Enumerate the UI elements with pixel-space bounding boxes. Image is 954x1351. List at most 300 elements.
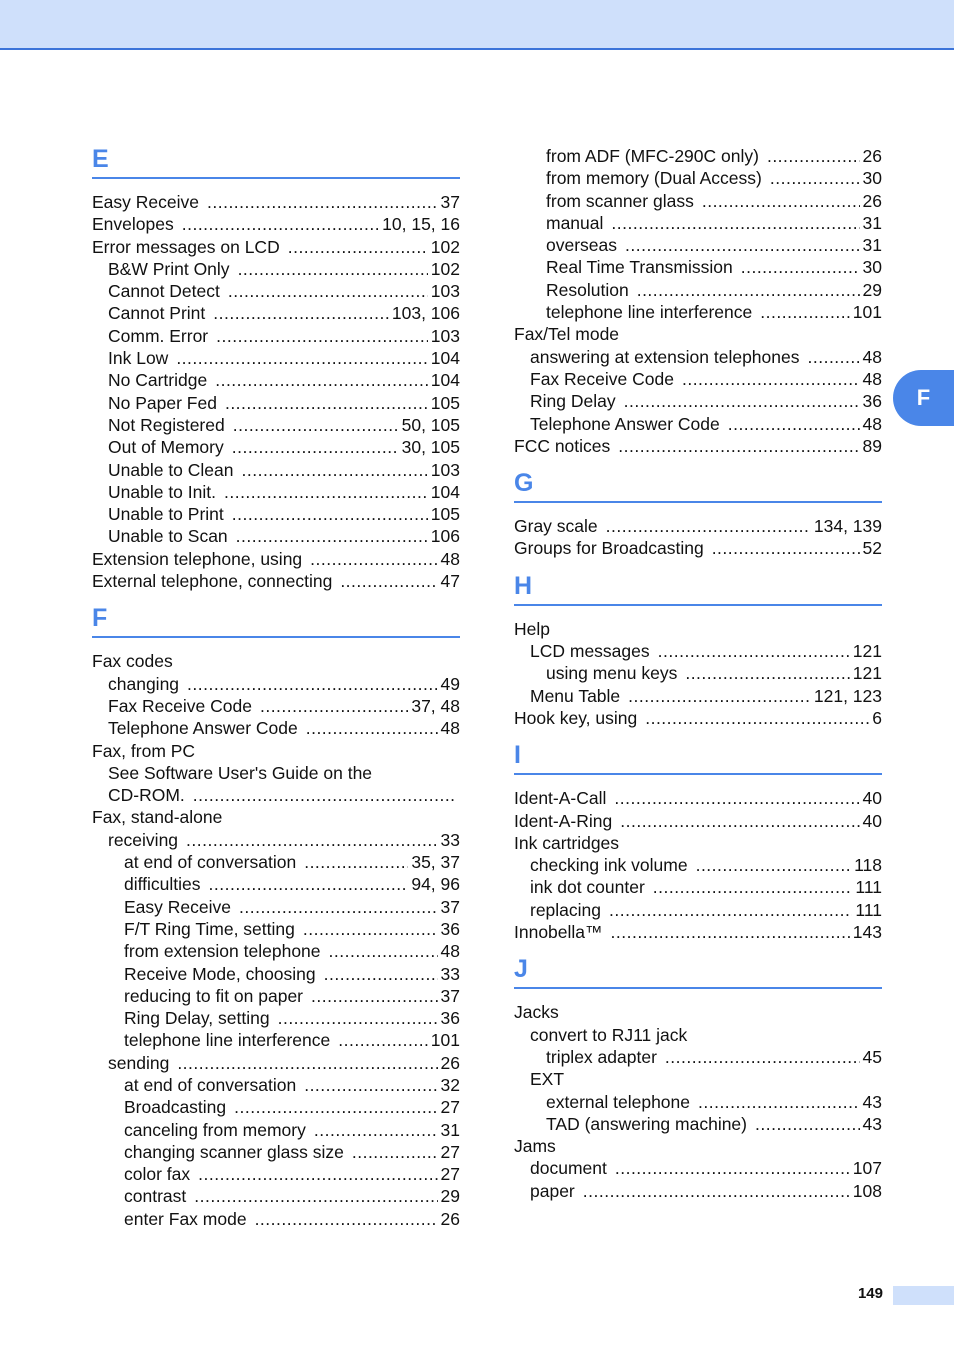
index-entry — [514, 1135, 882, 1157]
index-entry — [92, 1208, 460, 1230]
dot-leader — [234, 1096, 437, 1118]
index-term: changing — [108, 673, 180, 694]
index-page-refs: 89 — [862, 435, 882, 456]
dot-leader — [215, 369, 428, 391]
index-column-right — [514, 145, 882, 1202]
section-tab — [893, 370, 954, 426]
index-term: from extension telephone — [124, 941, 321, 962]
index-term: Jams — [514, 1136, 556, 1157]
index-letter-heading: F — [92, 604, 460, 638]
dot-leader — [712, 537, 860, 559]
index-term: Out of Memory — [108, 437, 224, 458]
index-entry — [92, 1007, 460, 1029]
index-term: from memory (Dual Access) — [546, 168, 762, 189]
index-page-refs: 37 — [440, 192, 460, 212]
index-section — [92, 604, 460, 1230]
index-term: using menu keys — [546, 663, 678, 684]
index-page-refs: 104 — [430, 481, 460, 502]
index-page-refs: 27 — [440, 1141, 460, 1162]
index-entry — [92, 548, 460, 570]
index-page-refs: 50, 105 — [401, 414, 460, 435]
index-page-refs: 29 — [440, 1186, 460, 1207]
dot-leader — [618, 435, 859, 457]
index-section — [92, 145, 460, 592]
dot-leader — [682, 368, 860, 390]
index-term: Error messages on LCD — [92, 236, 280, 257]
index-entry — [514, 618, 882, 640]
index-page-refs: 43 — [862, 1113, 882, 1134]
index-term: canceling from memory — [124, 1119, 306, 1140]
dot-leader — [696, 854, 852, 876]
index-entry — [92, 481, 460, 503]
dot-leader — [278, 1007, 438, 1029]
index-term: contrast — [124, 1186, 187, 1207]
index-page-refs: 48 — [862, 413, 882, 434]
index-entry — [92, 717, 460, 739]
index-entry — [514, 145, 882, 167]
index-page-refs: 105 — [430, 504, 460, 525]
dot-leader — [233, 414, 399, 436]
index-entry — [92, 985, 460, 1007]
dot-leader — [242, 459, 428, 481]
index-entry — [92, 1029, 460, 1051]
dot-leader — [213, 302, 389, 324]
index-entry — [514, 662, 882, 684]
index-entry — [514, 1001, 882, 1023]
dot-leader — [628, 685, 811, 707]
index-term: changing scanner glass size — [124, 1141, 344, 1162]
dot-leader — [614, 787, 859, 809]
index-page-refs: 111 — [855, 899, 882, 920]
index-entry — [514, 1180, 882, 1202]
index-entry — [514, 810, 882, 832]
index-entry — [514, 301, 882, 323]
index-page-refs: 94, 96 — [411, 874, 460, 895]
index-term: See Software User's Guide on the — [108, 762, 373, 783]
index-page-refs: 45 — [862, 1046, 882, 1067]
index-page-refs: 121 — [852, 663, 882, 684]
index-entry — [514, 167, 882, 189]
index-entry — [92, 762, 460, 784]
index-page-refs: 35, 37 — [411, 852, 460, 873]
index-entry — [92, 503, 460, 525]
dot-leader — [209, 873, 409, 895]
index-page-refs: 33 — [440, 829, 460, 850]
dot-leader — [611, 921, 850, 943]
dot-leader — [611, 212, 859, 234]
index-entry — [514, 323, 882, 345]
index-entry — [92, 1119, 460, 1141]
index-term: Unable to Init. — [108, 481, 216, 502]
index-term: external telephone — [546, 1091, 690, 1112]
index-term: Ring Delay, setting — [124, 1008, 270, 1029]
index-page-refs: 118 — [854, 855, 882, 876]
index-term: at end of conversation — [124, 852, 297, 873]
index-entry — [92, 695, 460, 717]
index-page-refs: 48 — [440, 548, 460, 569]
index-page-refs: 103, 106 — [391, 303, 460, 324]
dot-leader — [224, 481, 428, 503]
dot-leader — [182, 213, 379, 235]
index-page-refs: 101 — [852, 302, 882, 323]
index-page-refs: 36 — [862, 391, 882, 412]
index-entry — [514, 787, 882, 809]
index-term: Envelopes — [92, 214, 174, 235]
index-term: Comm. Error — [108, 325, 209, 346]
index-entry — [514, 279, 882, 301]
dot-leader — [770, 167, 860, 189]
dot-leader — [288, 236, 428, 258]
index-entry — [514, 707, 882, 729]
index-letter-heading: G — [514, 469, 882, 503]
index-entry — [92, 1185, 460, 1207]
index-entry — [92, 302, 460, 324]
index-entry — [92, 740, 460, 762]
index-entry — [92, 829, 460, 851]
dot-leader — [216, 325, 428, 347]
index-term: Ident-A-Call — [514, 788, 607, 809]
index-page-refs: 40 — [862, 788, 882, 809]
index-entry — [514, 1046, 882, 1068]
index-term: difficulties — [124, 874, 201, 895]
index-term: at end of conversation — [124, 1074, 297, 1095]
index-page-refs: 48 — [862, 346, 882, 367]
index-term: receiving — [108, 829, 179, 850]
index-term: LCD messages — [530, 641, 650, 662]
index-term: Innobella™ — [514, 922, 603, 943]
index-entry — [92, 1141, 460, 1163]
index-term: Real Time Transmission — [546, 257, 733, 278]
dot-leader — [808, 346, 860, 368]
index-letter-heading: H — [514, 572, 882, 606]
index-section — [514, 741, 882, 943]
index-term: Ink cartridges — [514, 832, 620, 853]
dot-leader — [741, 256, 860, 278]
dot-leader — [306, 717, 438, 739]
index-page-refs: 30 — [862, 257, 882, 278]
index-term: Telephone Answer Code — [530, 413, 720, 434]
dot-leader — [228, 280, 428, 302]
dot-leader — [310, 548, 437, 570]
index-entry — [514, 685, 882, 707]
index-page-refs: 37, 48 — [411, 695, 460, 716]
index-entry — [92, 236, 460, 258]
dot-leader — [755, 1113, 860, 1135]
dot-leader — [314, 1119, 438, 1141]
index-page-refs: 6 — [872, 707, 882, 728]
index-entry — [514, 515, 882, 537]
dot-leader — [187, 673, 437, 695]
dot-leader — [176, 347, 427, 369]
index-term: overseas — [546, 235, 618, 256]
index-term: ink dot counter — [530, 877, 645, 898]
index-page-refs: 104 — [430, 370, 460, 391]
dot-leader — [338, 1029, 428, 1051]
index-entry — [514, 435, 882, 457]
index-term: B&W Print Only — [108, 258, 230, 279]
index-page-refs: 105 — [430, 392, 460, 413]
index-entry — [92, 1074, 460, 1096]
index-page-refs: 32 — [440, 1074, 460, 1095]
index-page-refs: 37 — [440, 985, 460, 1006]
index-entry — [92, 1163, 460, 1185]
index-term: Gray scale — [514, 516, 598, 537]
index-page-refs: 48 — [440, 941, 460, 962]
index-entry — [514, 832, 882, 854]
index-entry — [92, 851, 460, 873]
index-entry — [92, 436, 460, 458]
index-term: telephone line interference — [124, 1030, 331, 1051]
index-entry — [514, 1024, 882, 1046]
index-term: Fax, stand-alone — [92, 807, 223, 828]
index-entry — [514, 368, 882, 390]
index-column-left — [92, 145, 460, 1230]
dot-leader — [615, 1157, 850, 1179]
index-term: Telephone Answer Code — [108, 718, 298, 739]
index-entry — [514, 537, 882, 559]
dot-leader — [304, 1074, 437, 1096]
index-entry — [92, 213, 460, 235]
dot-leader — [625, 234, 860, 256]
index-term: Groups for Broadcasting — [514, 538, 704, 559]
index-entry — [92, 1052, 460, 1074]
index-term: triplex adapter — [546, 1046, 657, 1067]
index-term: Easy Receive — [92, 192, 199, 212]
dot-leader — [583, 1180, 850, 1202]
page-number-bar — [893, 1286, 954, 1305]
index-term: Cannot Detect — [108, 281, 220, 302]
index-letter-heading: J — [514, 955, 882, 989]
dot-leader — [760, 301, 850, 323]
dot-leader — [606, 515, 811, 537]
index-term: Receive Mode, choosing — [124, 963, 316, 984]
dot-leader — [702, 190, 860, 212]
dot-leader — [198, 1163, 437, 1185]
index-entry — [514, 190, 882, 212]
index-entry — [92, 325, 460, 347]
index-term: External telephone, connecting — [92, 571, 333, 592]
index-section — [514, 572, 882, 729]
dot-leader — [193, 784, 457, 806]
dot-leader — [324, 963, 438, 985]
dot-leader — [186, 829, 437, 851]
index-term: No Paper Fed — [108, 392, 217, 413]
index-term: Fax Receive Code — [530, 368, 674, 389]
index-entry — [514, 212, 882, 234]
dot-leader — [225, 392, 428, 414]
index-term: Easy Receive — [124, 896, 231, 917]
index-page-refs: 52 — [862, 538, 882, 559]
index-page-refs: 103 — [430, 459, 460, 480]
index-term: answering at extension telephones — [530, 346, 800, 367]
index-page-refs: 27 — [440, 1097, 460, 1118]
index-entry — [92, 784, 460, 806]
index-term: paper — [530, 1180, 575, 1201]
index-page-refs: 47 — [440, 571, 460, 592]
index-entry — [92, 806, 460, 828]
index-entry — [92, 918, 460, 940]
index-page-refs: 36 — [440, 1008, 460, 1029]
index-term: Ring Delay — [530, 391, 616, 412]
dot-leader — [303, 918, 438, 940]
dot-leader — [767, 145, 860, 167]
dot-leader — [352, 1141, 438, 1163]
dot-leader — [236, 525, 428, 547]
index-page-refs: 26 — [862, 146, 882, 166]
index-term: from scanner glass — [546, 190, 694, 211]
header-band — [0, 0, 954, 50]
index-term: Hook key, using — [514, 707, 638, 728]
index-page-refs: 108 — [852, 1180, 882, 1201]
index-term: Unable to Print — [108, 504, 224, 525]
index-entry — [514, 876, 882, 898]
index-term: Ink Low — [108, 348, 169, 369]
index-page-refs: 31 — [862, 235, 882, 256]
index-page-refs: 104 — [430, 348, 460, 369]
index-entry — [514, 1091, 882, 1113]
index-page-refs: 27 — [440, 1164, 460, 1185]
index-page-refs: 30, 105 — [401, 437, 460, 458]
dot-leader — [239, 896, 438, 918]
index-entry — [514, 234, 882, 256]
index-entry — [92, 650, 460, 672]
index-entry — [92, 191, 460, 213]
index-entry — [92, 873, 460, 895]
page-number: 149 — [857, 1285, 883, 1302]
index-entry — [92, 963, 460, 985]
index-term: Fax, from PC — [92, 740, 196, 761]
index-page-refs: 48 — [440, 718, 460, 739]
index-page-refs: 101 — [430, 1030, 460, 1051]
index-term: from ADF (MFC-290C only) — [546, 146, 759, 166]
index-entry — [92, 258, 460, 280]
index-term: Fax codes — [92, 651, 173, 672]
index-section — [514, 469, 882, 560]
index-page-refs: 102 — [430, 236, 460, 257]
index-term: document — [530, 1158, 607, 1179]
index-section — [514, 145, 882, 457]
index-entry — [514, 1068, 882, 1090]
index-entry — [514, 921, 882, 943]
dot-leader — [255, 1208, 438, 1230]
dot-leader — [658, 640, 850, 662]
index-page-refs: 26 — [440, 1052, 460, 1073]
index-term: Jacks — [514, 1002, 559, 1023]
dot-leader — [645, 707, 869, 729]
index-entry — [92, 896, 460, 918]
index-term: Help — [514, 618, 550, 639]
index-term: color fax — [124, 1164, 191, 1185]
index-page-refs: 36 — [440, 918, 460, 939]
dot-leader — [609, 899, 852, 921]
index-letter-heading: I — [514, 741, 882, 775]
index-term: No Cartridge — [108, 370, 208, 391]
dot-leader — [238, 258, 428, 280]
index-page-refs: 26 — [440, 1208, 460, 1229]
index-term: Ident-A-Ring — [514, 810, 613, 831]
index-page-refs: 102 — [430, 258, 460, 279]
index-entry — [92, 525, 460, 547]
index-page-refs: 48 — [862, 368, 882, 389]
index-entry — [92, 940, 460, 962]
index-page-refs: 134, 139 — [813, 516, 882, 537]
dot-leader — [311, 985, 438, 1007]
index-page-refs: 143 — [852, 922, 882, 943]
index-term: manual — [546, 212, 604, 233]
index-term: Cannot Print — [108, 303, 206, 324]
index-entry — [92, 369, 460, 391]
dot-leader — [637, 279, 860, 301]
index-term: replacing — [530, 899, 602, 920]
dot-leader — [685, 662, 849, 684]
index-entry — [514, 413, 882, 435]
index-section — [514, 955, 882, 1202]
index-term: reducing to fit on paper — [124, 985, 304, 1006]
index-entry — [92, 570, 460, 592]
index-entry — [92, 392, 460, 414]
index-page-refs: 111 — [855, 877, 882, 898]
index-entry — [92, 459, 460, 481]
index-term: TAD (answering machine) — [546, 1113, 747, 1134]
index-entry — [514, 346, 882, 368]
index-term: Fax Receive Code — [108, 695, 252, 716]
index-page-refs: 37 — [440, 896, 460, 917]
index-entry — [514, 640, 882, 662]
dot-leader — [260, 695, 408, 717]
index-term: Extension telephone, using — [92, 548, 303, 569]
index-term: telephone line interference — [546, 302, 753, 323]
index-entry — [514, 390, 882, 412]
index-page-refs: 107 — [852, 1158, 882, 1179]
index-page-refs: 103 — [430, 281, 460, 302]
index-letter-heading: E — [92, 145, 460, 179]
index-page-refs: 30 — [862, 168, 882, 189]
index-entry — [92, 280, 460, 302]
index-term: EXT — [530, 1069, 565, 1090]
dot-leader — [304, 851, 408, 873]
index-term: Unable to Scan — [108, 526, 228, 547]
dot-leader — [620, 810, 859, 832]
index-page-refs: 31 — [862, 212, 882, 233]
index-page-refs: 49 — [440, 673, 460, 694]
index-page-refs: 43 — [862, 1091, 882, 1112]
index-entry — [514, 1113, 882, 1135]
index-term: enter Fax mode — [124, 1208, 247, 1229]
dot-leader — [340, 570, 437, 592]
dot-leader — [665, 1046, 860, 1068]
index-page-refs: 33 — [440, 963, 460, 984]
index-page-refs: 29 — [862, 279, 882, 300]
index-page-refs: 103 — [430, 325, 460, 346]
index-entry — [92, 1096, 460, 1118]
index-term: Menu Table — [530, 685, 621, 706]
dot-leader — [232, 503, 428, 525]
index-entry — [92, 347, 460, 369]
dot-leader — [232, 436, 399, 458]
index-entry — [514, 1157, 882, 1179]
dot-leader — [329, 940, 438, 962]
index-page-refs: 121, 123 — [813, 685, 882, 706]
index-term: Not Registered — [108, 414, 225, 435]
index-term: sending — [108, 1052, 170, 1073]
index-page-refs: 121 — [852, 641, 882, 662]
index-term: Fax/Tel mode — [514, 324, 620, 345]
index-term: FCC notices — [514, 435, 611, 456]
dot-leader — [624, 390, 860, 412]
section-tab-letter: F — [916, 385, 931, 410]
dot-leader — [207, 191, 438, 213]
dot-leader — [177, 1052, 437, 1074]
